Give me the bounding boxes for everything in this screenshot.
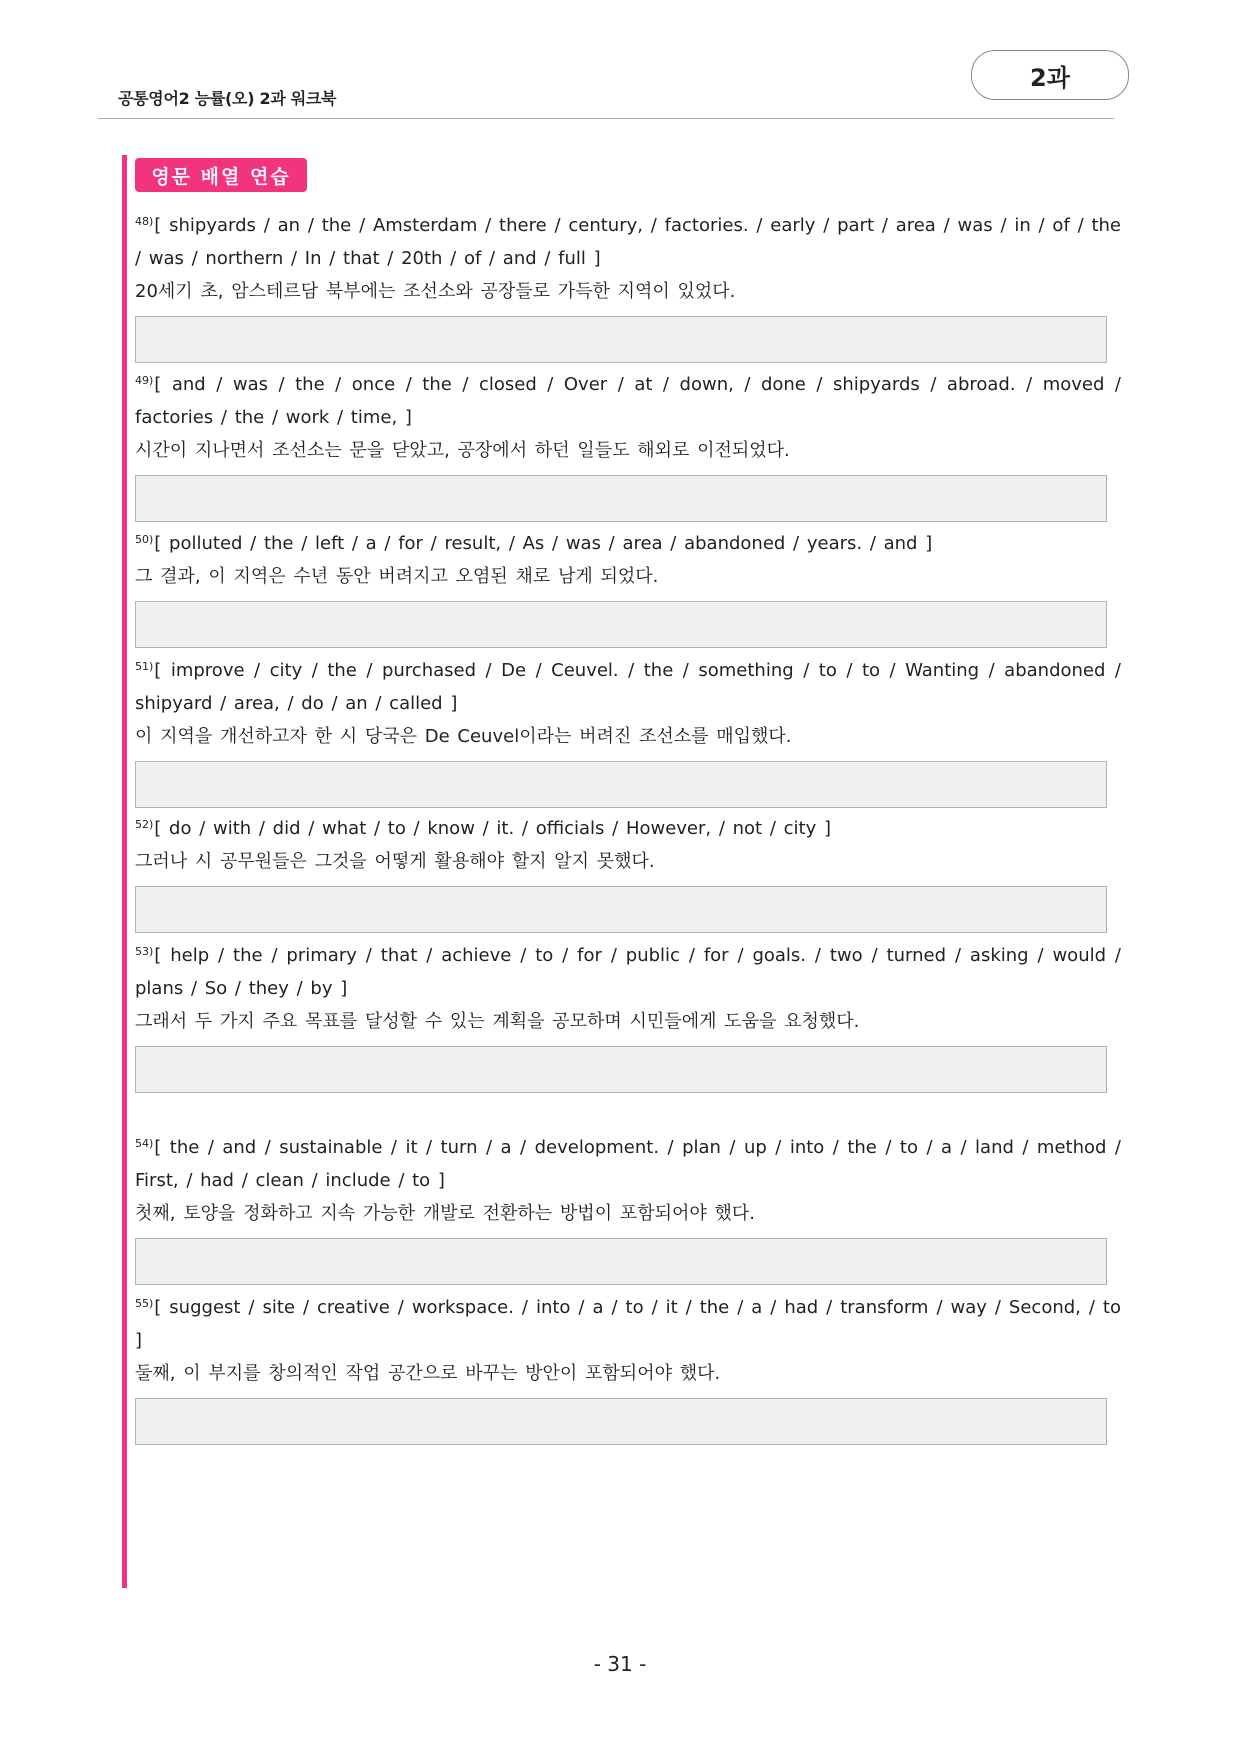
korean-translation: 둘째, 이 부지를 창의적인 작업 공간으로 바꾸는 방안이 포함되어야 했다. [135,1363,721,1384]
word-bank [135,1127,1121,1197]
word-bank [135,1287,1121,1357]
scrambled-words: [ suggest / site / creative / workspace. / into / a / to / it / the / a / had / transform / way / Second, / to ] [135,1297,1121,1351]
answer-box[interactable] [135,1398,1107,1445]
korean-translation: 20세기 초, 암스테르담 북부에는 조선소와 공장들로 가득한 지역이 있었다. [135,281,736,302]
exercise-item-54 [135,1127,1121,1285]
answer-box[interactable] [135,886,1107,933]
exercise-item-49 [135,364,1121,522]
header-title: 공통영어2 능률(오) 2과 워크북 [118,89,337,108]
word-bank [135,205,1121,275]
korean-translation: 그러나 시 공무원들은 그것을 어떻게 활용해야 할지 알지 못했다. [135,851,655,872]
word-bank [135,523,1121,560]
scrambled-words: [ help / the / primary / that / achieve / to / for / public / for / goals. / two / turned / asking / would / plans / So / they / by ] [135,945,1121,999]
header-divider [98,118,1114,119]
scrambled-words: [ shipyards / an / the / Amsterdam / there / century, / factories. / early / part / area / was / in / of / the / was / northern / In / that / 20th / of / and / full ] [135,215,1121,269]
korean-translation: 그래서 두 가지 주요 목표를 달성할 수 있는 계획을 공모하며 시민들에게 도움을 요청했다. [135,1011,860,1032]
exercise-item-53 [135,935,1121,1093]
korean-translation: 첫째, 토양을 정화하고 지속 가능한 개발로 전환하는 방법이 포함되어야 했다. [135,1203,755,1224]
word-bank [135,364,1121,434]
exercise-item-48 [135,205,1121,363]
exercise-item-50 [135,523,1121,648]
korean-translation: 그 결과, 이 지역은 수년 동안 버려지고 오염된 채로 남게 되었다. [135,566,659,587]
item-number: 48) [135,215,154,228]
scrambled-words: [ do / with / did / what / to / know / it. / officials / However, / not / city ] [154,818,831,839]
word-bank [135,935,1121,1005]
scrambled-words: [ polluted / the / left / a / for / result, / As / was / area / abandoned / years. / and ] [154,533,933,554]
exercise-item-51 [135,650,1121,808]
section-accent-bar [122,155,127,1588]
answer-box[interactable] [135,761,1107,808]
scrambled-words: [ the / and / sustainable / it / turn / a / development. / plan / up / into / the / to / a / land / method / First, / had / clean / include / to ] [135,1137,1121,1191]
item-number: 50) [135,533,154,546]
exercise-item-52 [135,808,1121,933]
page-number: - 31 - [593,1652,647,1676]
item-number: 52) [135,818,154,831]
korean-translation: 이 지역을 개선하고자 한 시 당국은 De Ceuvel이라는 버려진 조선소를 매입했다. [135,726,792,747]
scrambled-words: [ and / was / the / once / the / closed / Over / at / down, / done / shipyards / abroad. / moved / factories / the / work / time, ] [135,374,1121,428]
answer-box[interactable] [135,601,1107,648]
item-number: 55) [135,1297,154,1310]
answer-box[interactable] [135,1238,1107,1285]
scrambled-words: [ improve / city / the / purchased / De / Ceuvel. / the / something / to / to / Wanting / abandoned / shipyard / area, / do / an / called ] [135,660,1121,714]
exercise-item-55 [135,1287,1121,1445]
item-number: 54) [135,1137,154,1150]
section-label: 영문 배열 연습 [135,158,307,192]
korean-translation: 시간이 지나면서 조선소는 문을 닫았고, 공장에서 하던 일들도 해외로 이전되었다. [135,440,790,461]
answer-box[interactable] [135,475,1107,522]
word-bank [135,808,1121,845]
word-bank [135,650,1121,720]
answer-box[interactable] [135,1046,1107,1093]
item-number: 51) [135,660,154,673]
item-number: 49) [135,374,154,387]
answer-box[interactable] [135,316,1107,363]
item-number: 53) [135,945,154,958]
chapter-badge: 2과 [971,50,1129,100]
